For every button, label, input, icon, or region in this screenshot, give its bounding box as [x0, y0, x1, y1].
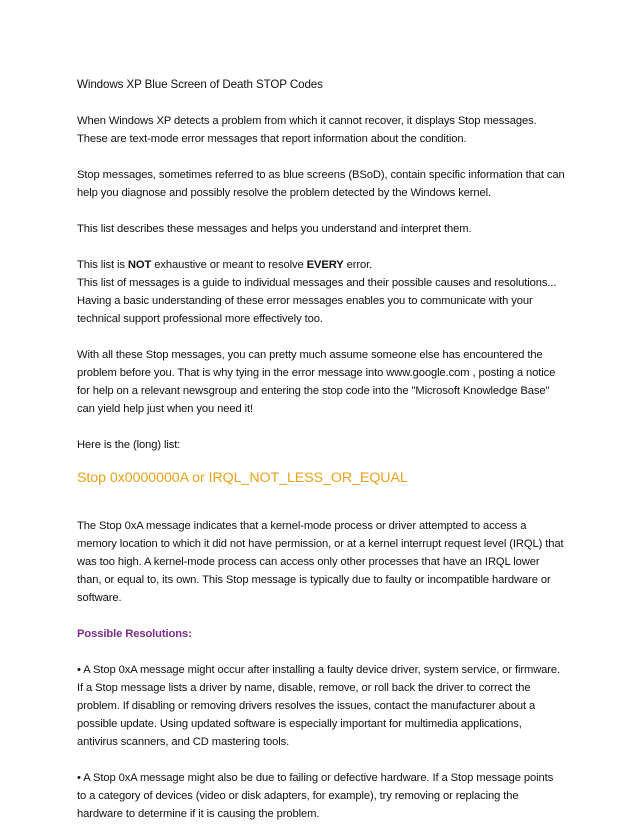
stop-code-description: The Stop 0xA message indicates that a kernel-mode process or driver attempted to access a memory location to which it did not have permission, or at a kernel interrupt request level (IRQL) that was too high. A kernel-mode process can access only other processes that have an IRQL lower than, or equal to, its own. This Stop message is typically due to faulty or incompatible hardware or software. [77, 520, 564, 604]
exhaustive-text-2: exhaustive or meant to resolve [151, 259, 307, 271]
intro-paragraph-3: This list describes these messages and helps you understand and interpret them. [77, 223, 472, 235]
list-intro: Here is the (long) list: [77, 439, 181, 451]
exhaustive-text-1: This list is [77, 259, 128, 271]
resolution-bullet-1: • A Stop 0xA message might occur after installing a faulty device driver, system service, or firmware. If a Stop message lists a driver by name, disable, remove, or roll back the driver to correct the problem. If disabling or removing drivers resolves the issues, contact the manufacturer about a possible update. Using updated software is especially important for multimedia applications, antivirus scanners, and CD mastering tools. [77, 664, 561, 748]
exhaustive-text-rest: This list of messages is a guide to individual messages and their possible causes and resolutions... Having a basic understanding of these error messages enables you to communicate with your technical support professional more effectively too. [77, 277, 557, 325]
intro-paragraph-2: Stop messages, sometimes referred to as blue screens (BSoD), contain specific information that can help you diagnose and possibly resolve the problem detected by the Windows kernel. [77, 169, 565, 199]
exhaustive-text-3: error. [343, 259, 373, 271]
possible-resolutions-label: Possible Resolutions: [77, 628, 192, 640]
resolution-bullet-2: • A Stop 0xA message might also be due to failing or defective hardware. If a Stop message points to a category of devices (video or disk adapters, for example), try removing or replacing the hardware to determine if it is causing the problem. [77, 772, 554, 820]
stop-code-heading: Stop 0x0000000A or IRQL_NOT_LESS_OR_EQUAL [77, 470, 408, 486]
document-page [77, 76, 565, 823]
exhaustive-paragraph [77, 256, 565, 328]
exhaustive-bold-every: EVERY [306, 259, 344, 271]
exhaustive-bold-not: NOT [127, 259, 152, 271]
google-paragraph: With all these Stop messages, you can pretty much assume someone else has encountered the problem before you. That is why tying in the error message into www.google.com , posting a notice for help on a relevant newsgroup and entering the stop code into the "Microsoft Knowledge Base" can yield help just when you need it! [77, 349, 556, 415]
document-title: Windows XP Blue Screen of Death STOP Codes [77, 78, 323, 91]
intro-paragraph-1: When Windows XP detects a problem from which it cannot recover, it displays Stop messages. These are text-mode error messages that report information about the condition. [77, 115, 537, 145]
